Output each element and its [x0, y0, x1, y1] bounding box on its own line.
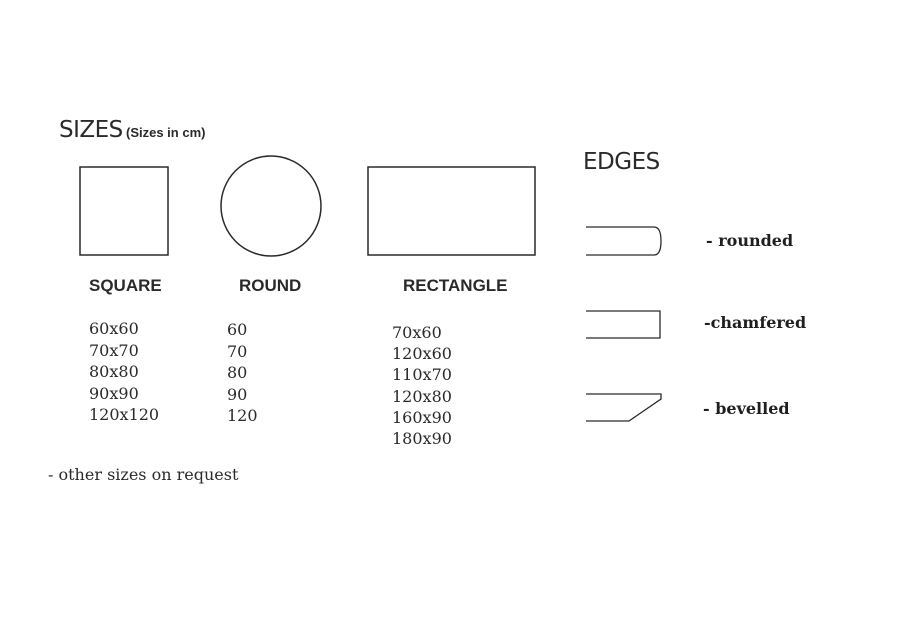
chamfered-edge-label: -chamfered: [704, 313, 807, 332]
size-item: 80: [227, 363, 248, 382]
square-label: SQUARE: [89, 276, 162, 295]
rounded-edge-label: - rounded: [706, 231, 794, 250]
size-item: 90: [227, 384, 248, 404]
bevelled-edge-label: - bevelled: [703, 399, 790, 418]
rectangle-shape-icon: [367, 166, 537, 258]
size-item: 110x70: [392, 365, 452, 385]
size-item: 120: [227, 406, 258, 425]
rounded-edge-icon: [584, 226, 666, 258]
sizes-title: SIZES: [59, 117, 123, 143]
size-item: 120x80: [392, 386, 452, 406]
size-item: 180x90: [392, 429, 452, 449]
size-item: 160x90: [392, 407, 452, 427]
size-item: 60x60: [89, 319, 139, 338]
round-shape-icon: [220, 154, 324, 258]
size-item: 80x80: [89, 362, 139, 381]
square-size-list: [89, 318, 159, 426]
square-shape-icon: [79, 166, 171, 258]
size-item: 90x90: [89, 383, 139, 403]
chamfered-edge-icon: [584, 310, 666, 342]
size-item: 120x120: [89, 405, 160, 424]
size-item: 70x60: [392, 323, 442, 342]
sizes-unit-note: (Sizes in cm): [126, 125, 206, 140]
other-sizes-note: - other sizes on request: [48, 465, 239, 484]
edges-title: EDGES: [583, 149, 660, 175]
rectangle-label: RECTANGLE: [403, 276, 508, 295]
size-item: 70x70: [89, 340, 139, 360]
round-label: ROUND: [239, 276, 302, 295]
rectangle-size-list: [392, 322, 452, 449]
size-item: 70: [227, 341, 248, 361]
bevelled-edge-icon: [584, 393, 666, 425]
size-item: 120x60: [392, 344, 452, 364]
size-item: 60: [227, 320, 248, 339]
round-size-list: [227, 319, 258, 427]
